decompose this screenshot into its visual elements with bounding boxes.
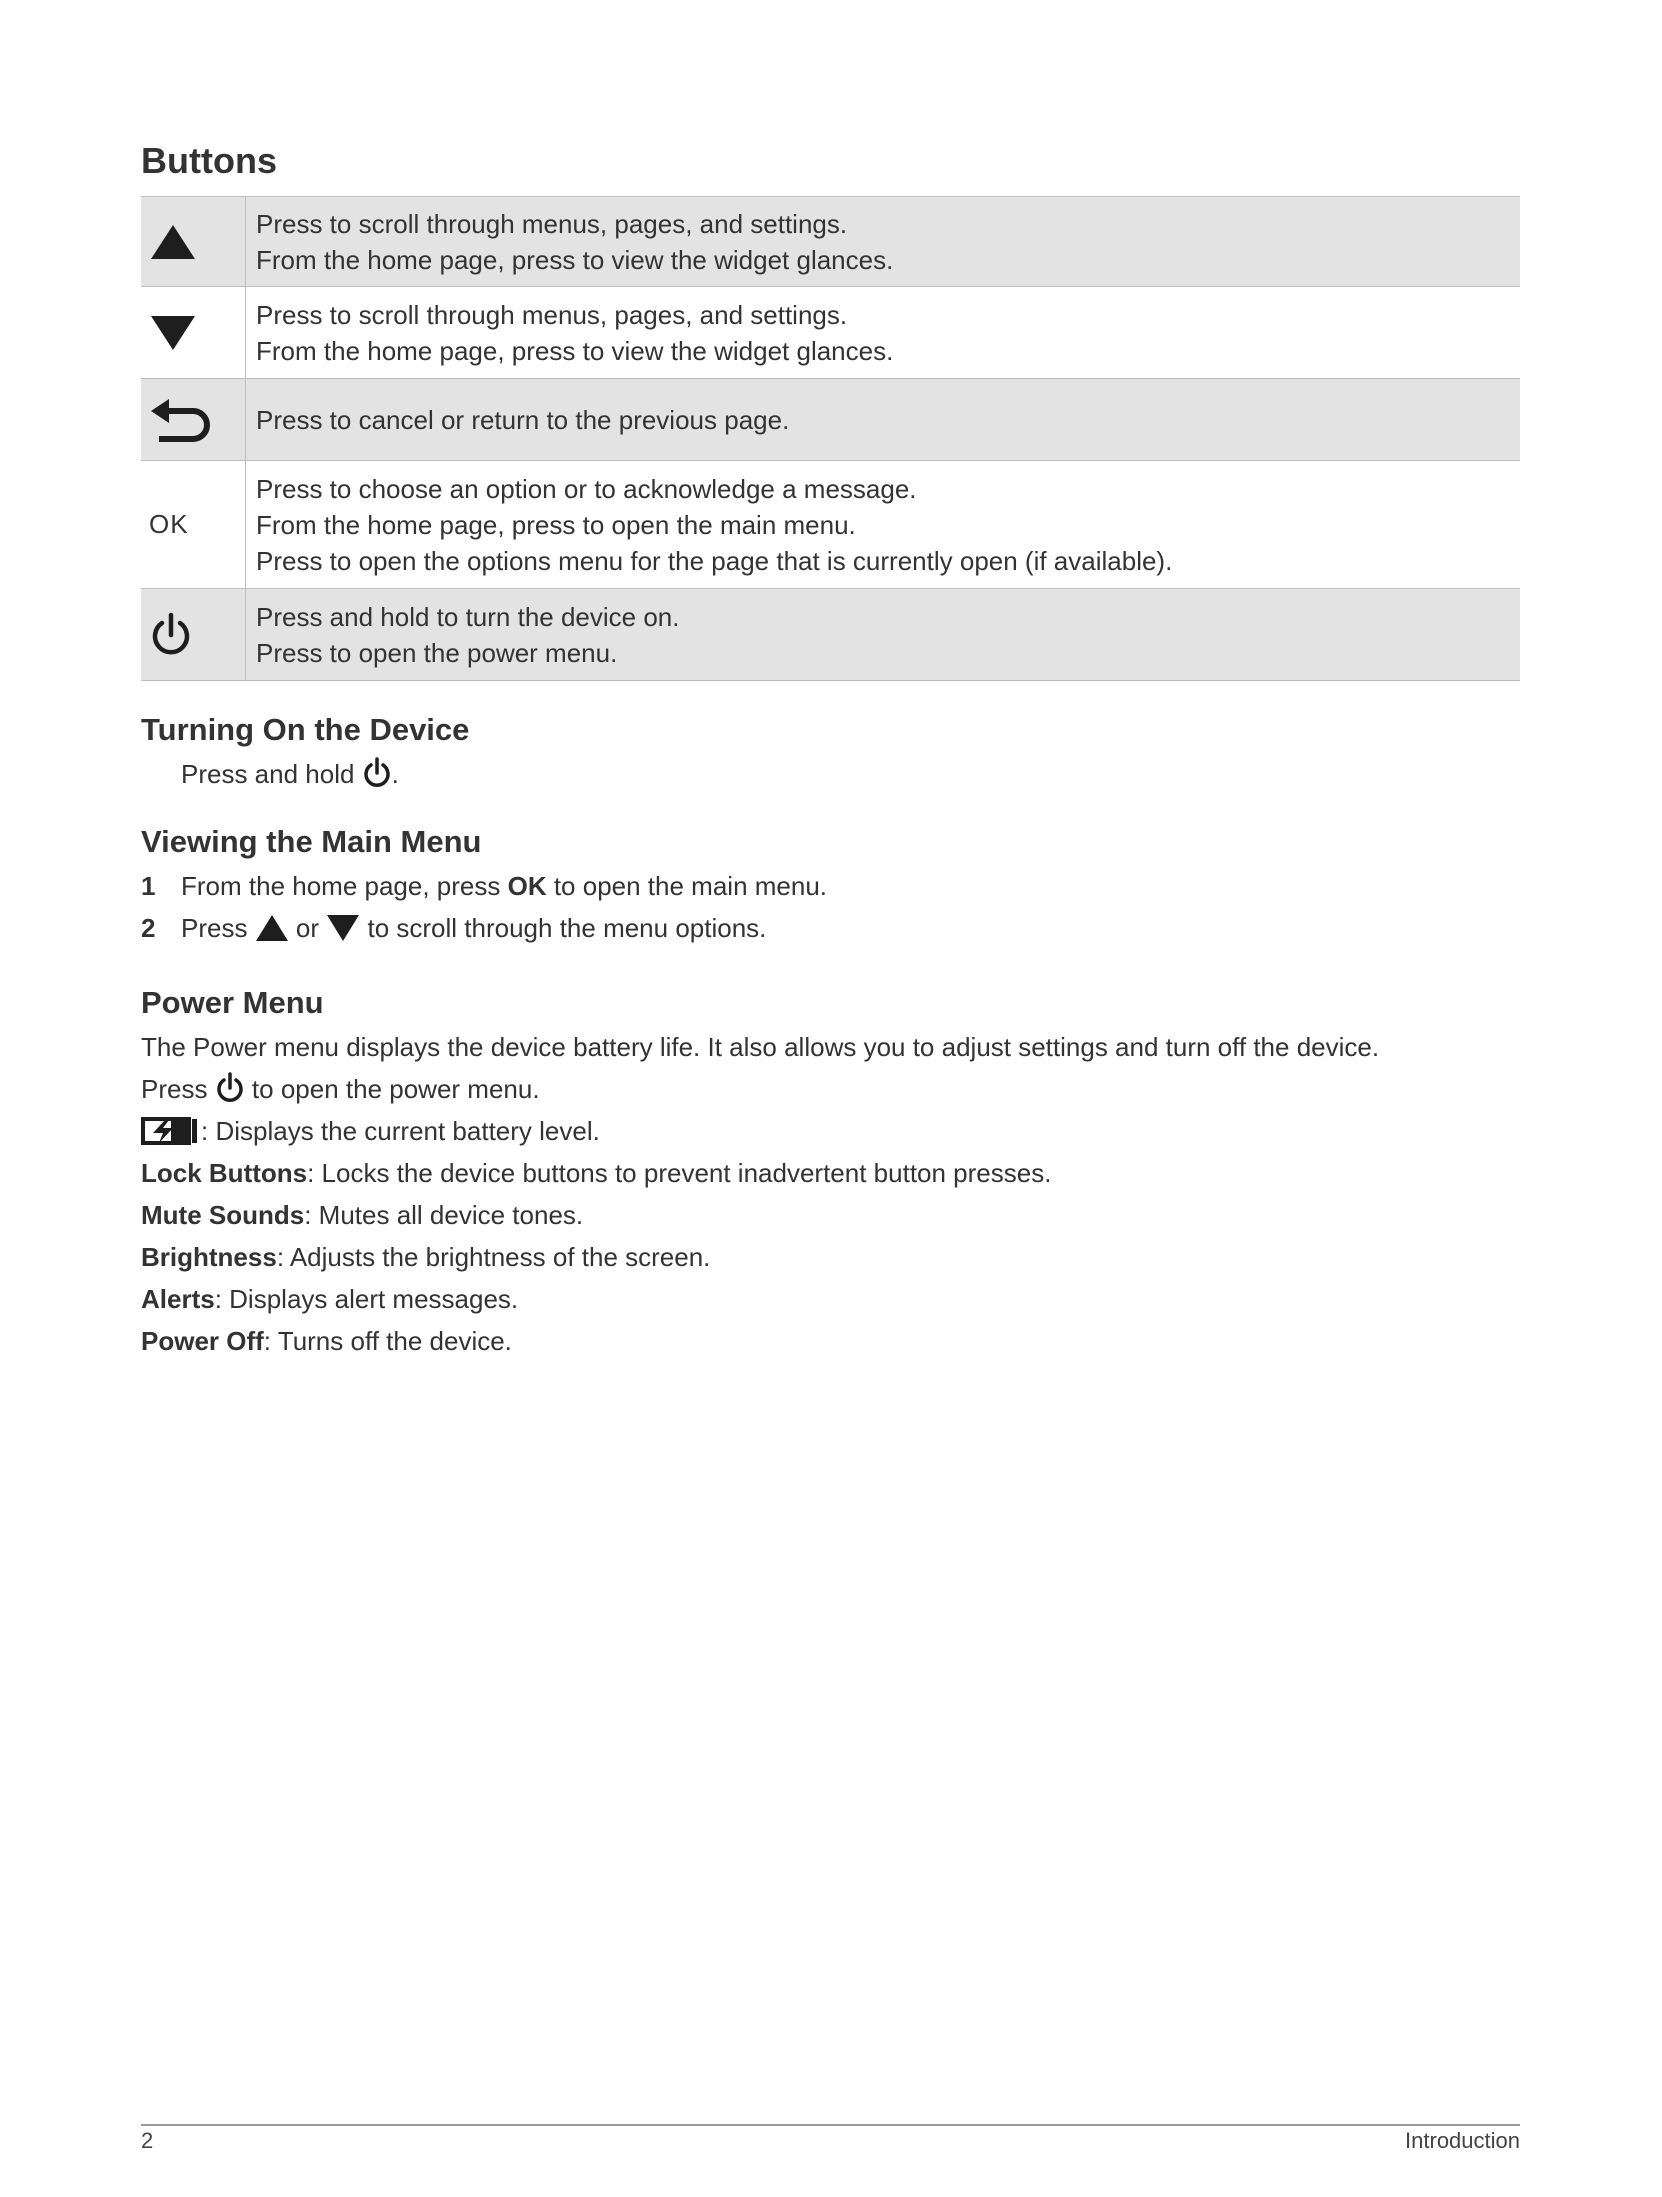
section-title-buttons: Buttons bbox=[141, 140, 277, 181]
power-menu-item bbox=[141, 1153, 1051, 1193]
key-cell bbox=[141, 287, 246, 379]
description-line: Press to open the power menu. bbox=[256, 637, 618, 668]
power-menu-item bbox=[141, 1321, 512, 1361]
power-menu-item bbox=[141, 1279, 518, 1319]
description-cell bbox=[246, 461, 1521, 589]
description-line: From the home page, press to open the main menu. bbox=[256, 509, 856, 540]
power-menu-battery bbox=[141, 1111, 600, 1151]
step-number: 1 bbox=[141, 871, 156, 901]
key-cell bbox=[141, 589, 246, 681]
description-line: Press to scroll through menus, pages, and settings. bbox=[256, 299, 848, 330]
item-description: : Mutes all device tones. bbox=[304, 1200, 584, 1230]
step-number: 2 bbox=[141, 913, 156, 943]
press-text-before: Press bbox=[141, 1074, 215, 1104]
press-text-after: to open the power menu. bbox=[244, 1074, 540, 1104]
item-description: : Turns off the device. bbox=[263, 1326, 512, 1356]
power-icon bbox=[215, 1072, 245, 1104]
step-text-middle: or bbox=[288, 913, 327, 943]
step-text-before: Press bbox=[181, 913, 255, 943]
table-row bbox=[141, 197, 1520, 287]
main-menu-step-2 bbox=[141, 908, 766, 948]
item-description: : Locks the device buttons to prevent inadvertent button presses. bbox=[307, 1158, 1052, 1188]
description-line: From the home page, press to view the widget glances. bbox=[256, 335, 894, 366]
item-term: Mute Sounds bbox=[141, 1200, 305, 1230]
item-description: : Adjusts the brightness of the screen. bbox=[276, 1242, 711, 1272]
back-arrow-icon bbox=[149, 395, 211, 445]
power-menu-item bbox=[141, 1237, 710, 1277]
description-line: From the home page, press to view the widget glances. bbox=[256, 244, 894, 275]
turning-on-text bbox=[181, 754, 399, 794]
description-cell bbox=[246, 379, 1521, 461]
table-row bbox=[141, 589, 1520, 681]
step-text-after: to open the main menu. bbox=[546, 871, 828, 901]
turning-on-text-before: Press and hold bbox=[181, 759, 362, 789]
item-term: Power Off bbox=[141, 1326, 264, 1356]
description-cell bbox=[246, 197, 1521, 287]
description-line: Press to cancel or return to the previous page. bbox=[256, 404, 790, 435]
item-term: Brightness bbox=[141, 1242, 277, 1272]
battery-icon bbox=[141, 1116, 201, 1146]
description-line: Press to scroll through menus, pages, and settings. bbox=[256, 208, 848, 239]
up-triangle-icon bbox=[255, 913, 289, 943]
step-text-ok: OK bbox=[507, 871, 547, 901]
item-description: : Displays alert messages. bbox=[214, 1284, 519, 1314]
power-menu-item bbox=[141, 1195, 583, 1235]
power-icon bbox=[149, 611, 193, 659]
table-row bbox=[141, 461, 1520, 589]
description-cell bbox=[246, 287, 1521, 379]
power-menu-press bbox=[141, 1069, 540, 1109]
item-term: Lock Buttons bbox=[141, 1158, 308, 1188]
step-text-after: to scroll through the menu options. bbox=[360, 913, 767, 943]
section-title-turning-on: Turning On the Device bbox=[141, 712, 470, 747]
table-row bbox=[141, 379, 1520, 461]
table-row bbox=[141, 287, 1520, 379]
description-line: Press to open the options menu for the page that is currently open (if available). bbox=[256, 545, 1173, 576]
key-cell bbox=[141, 197, 246, 287]
power-icon bbox=[362, 757, 392, 789]
turning-on-text-after: . bbox=[391, 759, 399, 789]
section-title-power-menu: Power Menu bbox=[141, 985, 324, 1020]
down-triangle-icon bbox=[326, 913, 360, 943]
key-cell bbox=[141, 461, 246, 589]
footer-section-name: Introduction bbox=[1405, 2128, 1520, 2153]
item-term: Alerts bbox=[141, 1284, 215, 1314]
power-menu-intro: The Power menu displays the device battery life. It also allows you to adjust settings and turn off the device. bbox=[141, 1032, 1380, 1062]
description-line: Press and hold to turn the device on. bbox=[256, 601, 680, 632]
description-line: Press to choose an option or to acknowledge a message. bbox=[256, 473, 917, 504]
description-cell bbox=[246, 589, 1521, 681]
up-triangle-icon bbox=[149, 222, 197, 262]
buttons-table bbox=[141, 196, 1520, 681]
key-cell bbox=[141, 379, 246, 461]
step-text-before: From the home page, press bbox=[181, 871, 508, 901]
footer-page-number: 2 bbox=[141, 2128, 154, 2153]
main-menu-step-1 bbox=[141, 866, 827, 906]
footer-divider bbox=[141, 2124, 1520, 2126]
section-title-main-menu: Viewing the Main Menu bbox=[141, 824, 482, 859]
battery-description: : Displays the current battery level. bbox=[201, 1116, 600, 1146]
ok-key-label: OK bbox=[149, 509, 189, 539]
down-triangle-icon bbox=[149, 313, 197, 353]
